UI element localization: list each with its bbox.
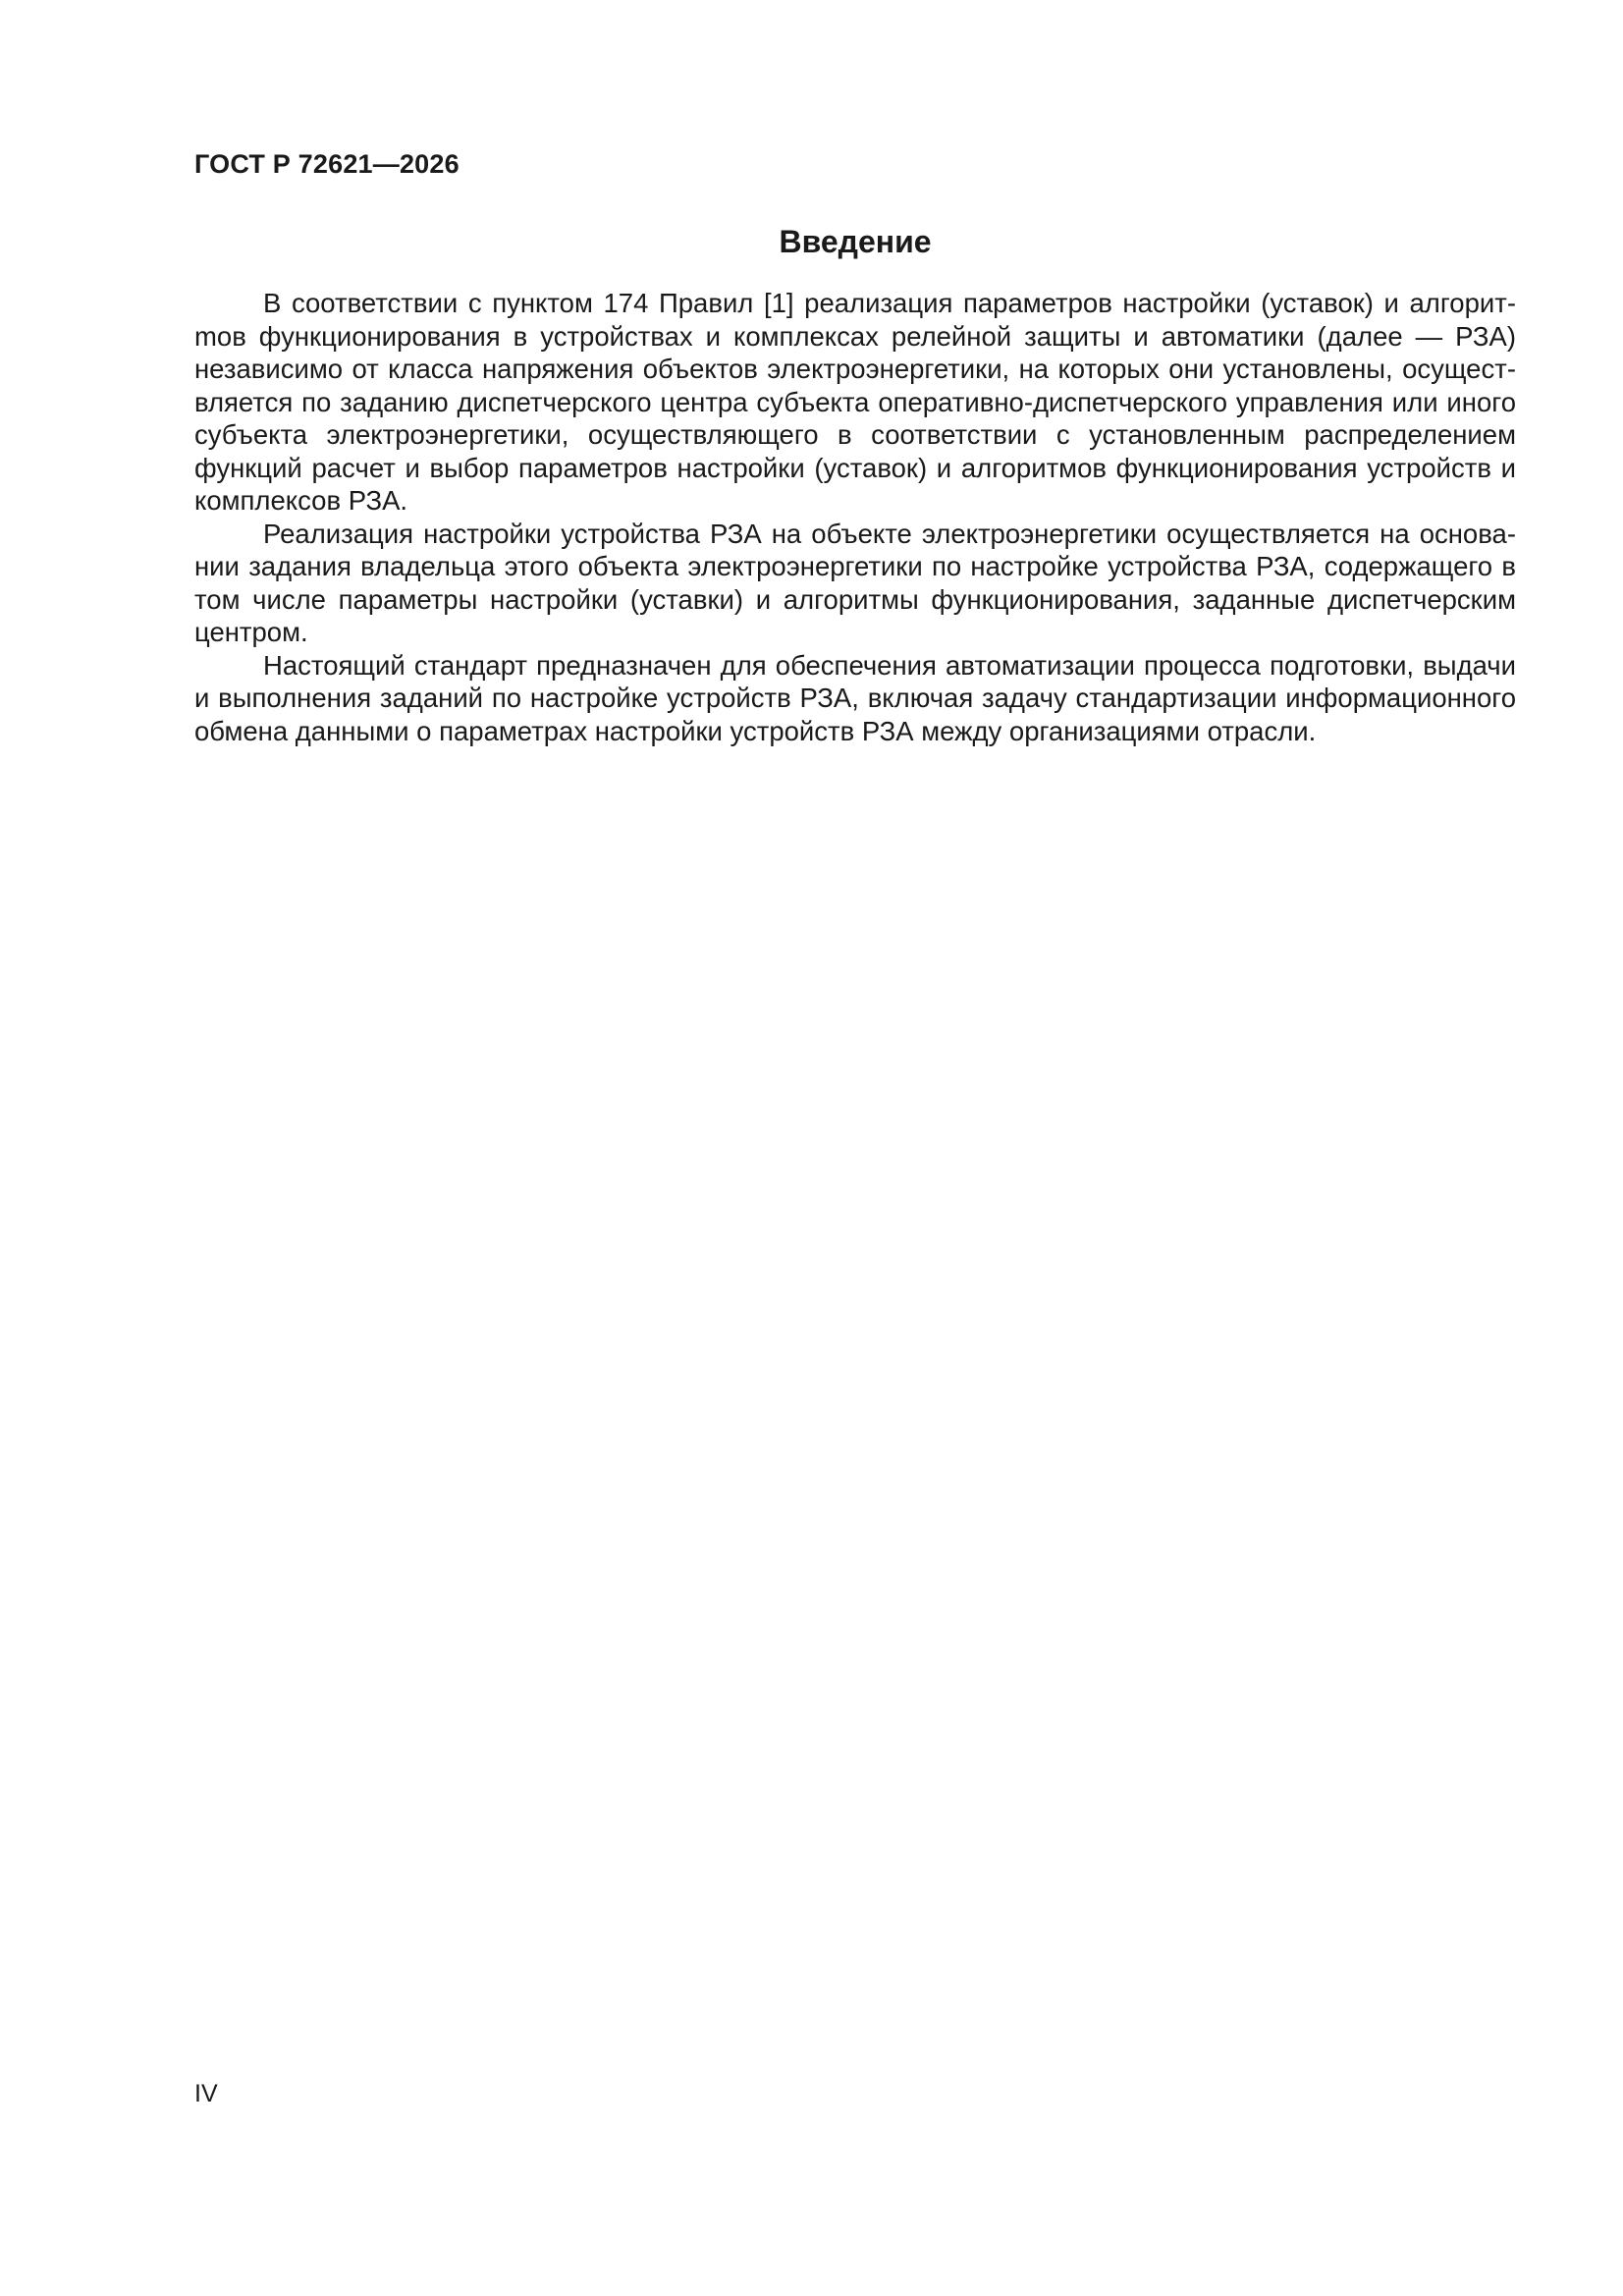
introduction-body [194,287,1516,747]
page-number: IV [194,2080,218,2107]
section-title: Введение [779,224,932,259]
paragraph-1: В соответствии с пунктом 174 Правил [1] реализация параметров настройки (уставок) и алгоритmов функционирования в устройствах и комплексах релейной защиты и автоматики (далее — РЗА) независимо от класса напряжения объектов электроэнергетики, на которых они установлены, осуществляется по заданию диспетчерского центра субъекта оперативно-диспетчерского управления или иного субъекта электроэнергетики, осуществляющего в соответствии с установленным распределением функций расчет и выбор параметров настройки (уставок) и алгоритмов функционирования устройств и комплексов РЗА. [194,288,1516,516]
paragraph-2: Реализация настройки устройства РЗА на объекте электроэнергетики осуществляется на основании задания владельца этого объекта электроэнергетики по настройке устройства РЗА, содержащего в том числе параметры настройки (уставки) и алгоритмы функционирования, заданные диспетчерским центром. [194,518,1516,647]
paragraph-3: Настоящий стандарт предназначен для обеспечения автоматизации процесса подготовки, выдачи и выполнения заданий по настройке устройств РЗА, включая задачу стандартизации информационного обмена данными о параметрах настройки устройств РЗА между организациями отрасли. [194,649,1516,746]
standard-id-header: ГОСТ Р 72621—2026 [194,149,460,179]
